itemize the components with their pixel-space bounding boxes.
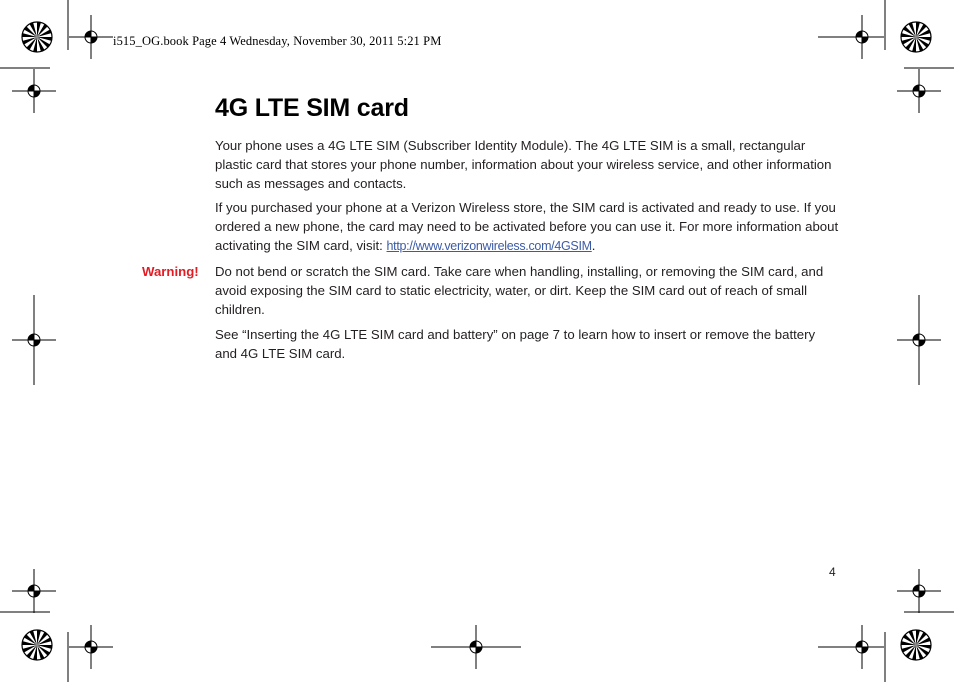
activation-text: If you purchased your phone at a Verizon Wireless store, the SIM card is activated and ready to use. If you ordered a new phone, the card may need to be activated before you can use it. For more information about activating the SIM card, visit: <box>215 200 839 253</box>
activation-paragraph <box>215 198 840 256</box>
verizon-4gsim-link[interactable]: http://www.verizonwireless.com/4GSIM <box>386 239 592 253</box>
registration-mark-icon <box>69 15 113 59</box>
registration-mark-icon <box>840 15 884 59</box>
registration-mark-icon <box>12 69 56 113</box>
registration-mark-icon <box>431 625 521 669</box>
warning-text: Do not bend or scratch the SIM card. Take care when handling, installing, or removing the SIM card, and avoid exposing the SIM card to static electricity, water, or dirt. Keep the SIM card out of reach of small children. <box>215 264 824 317</box>
registration-mark-icon <box>69 625 113 669</box>
registration-mark-icon <box>897 295 941 385</box>
registration-mark-icon <box>897 569 941 613</box>
book-slug-line: i515_OG.book Page 4 Wednesday, November 30, 2011 5:21 PM <box>113 34 442 48</box>
registration-mark-icon <box>840 625 884 669</box>
star-target-icon <box>901 630 931 660</box>
activation-period: . <box>591 238 596 253</box>
registration-mark-icon <box>12 295 56 385</box>
warning-label: Warning! <box>142 264 199 279</box>
registration-mark-icon <box>897 69 941 113</box>
intro-paragraph: Your phone uses a 4G LTE SIM (Subscriber Identity Module). The 4G LTE SIM is a small, rectangular plastic card that stores your phone number, information about your wireless service, and other information such as messages and contacts. <box>215 138 832 191</box>
page-title: 4G LTE SIM card <box>215 94 409 122</box>
star-target-icon <box>901 22 931 52</box>
star-target-icon <box>22 22 52 52</box>
registration-mark-icon <box>12 569 56 613</box>
star-target-icon <box>22 630 52 660</box>
cross-reference-paragraph: See “Inserting the 4G LTE SIM card and battery” on page 7 to learn how to insert or remove the battery and 4G LTE SIM card. <box>215 327 816 361</box>
page-number: 4 <box>829 565 836 579</box>
